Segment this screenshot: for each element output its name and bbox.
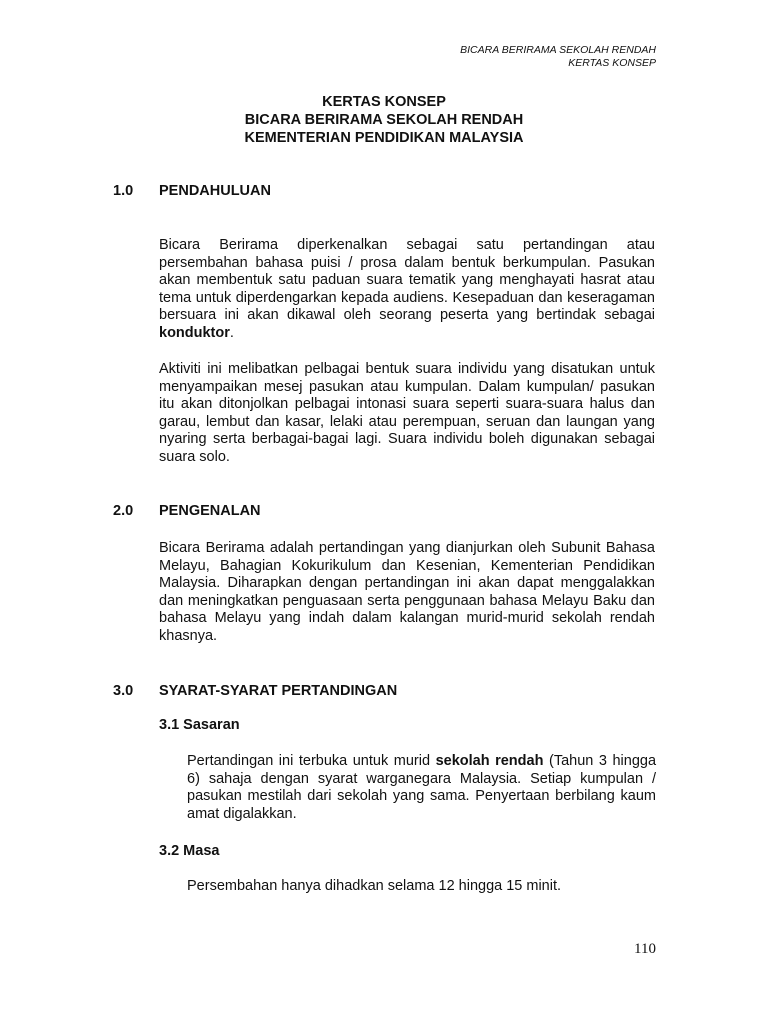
section-2-heading bbox=[113, 503, 261, 519]
subsection-3-2-heading: 3.2 Masa bbox=[159, 843, 220, 859]
section-number: 3.0 bbox=[113, 683, 134, 699]
paragraph-text: Bicara Berirama diperkenalkan sebagai satu pertandingan atau persembahan bahasa puisi / prosa dalam bentuk berkumpulan. Pasukan akan membentuk satu paduan suara tematik yang menghayati hasrat atau tema untuk diperdengarkan kepada audiens. Kesepaduan dan keseragaman bersuara ini akan dikawal oleh seorang peserta yang bertindak sebagai bbox=[159, 237, 655, 324]
section-1-paragraph-2: Aktiviti ini melibatkan pelbagai bentuk suara individu yang disatukan untuk menyampaikan mesej pasukan atau kumpulan. Dalam kumpulan/ pasukan itu akan ditonjolkan pelbagai intonasi suara seperti suara-suara halus dan garau, lembut dan kasar, lelaki atau perempuan, seruan dan laungan yang nyaring serta berbagai-bagai lagi. Suara individu boleh digunakan sebagai suara solo. bbox=[159, 361, 655, 465]
subsection-3-2-paragraph: Persembahan hanya dihadkan selama 12 hingga 15 minit. bbox=[187, 878, 562, 894]
running-header bbox=[460, 44, 656, 70]
section-title: SYARAT-SYARAT PERTANDINGAN bbox=[159, 683, 398, 699]
title-line1: KERTAS KONSEP bbox=[322, 94, 446, 110]
paragraph-text: (Tahun 3 hingga 6) sahaja dengan syarat warganegara Malaysia. Setiap kumpulan / pasukan mestilah dari sekolah yang sama. Penyertaan berbilang kaum amat digalakkan. bbox=[187, 753, 657, 822]
running-header-line2: KERTAS KONSEP bbox=[568, 57, 656, 69]
section-number: 2.0 bbox=[113, 503, 134, 519]
title-line2: BICARA BERIRAMA SEKOLAH RENDAH bbox=[244, 112, 524, 128]
subsection-3-1-heading: 3.1 Sasaran bbox=[159, 717, 240, 733]
subsection-3-1-paragraph bbox=[187, 753, 656, 823]
section-title: PENDAHULUAN bbox=[159, 183, 271, 199]
bold-term: konduktor bbox=[159, 324, 230, 341]
bold-term: sekolah rendah bbox=[435, 753, 544, 769]
section-number: 1.0 bbox=[113, 183, 134, 199]
running-header-line1: BICARA BERIRAMA SEKOLAH RENDAH bbox=[460, 44, 656, 56]
paragraph-text: Pertandingan ini terbuka untuk murid bbox=[187, 753, 436, 769]
paragraph-text: . bbox=[229, 324, 234, 341]
section-title: PENGENALAN bbox=[159, 503, 261, 519]
section-2-paragraph-1: Bicara Berirama adalah pertandingan yang dianjurkan oleh Subunit Bahasa Melayu, Bahagian Kokurikulum dan Kesenian, Kementerian Pendidikan Malaysia. Diharapkan dengan pertandingan ini akan dapat menggalakkan dan meningkatkan penguasaan serta penggunaan bahasa Melayu Baku dan bahasa Melayu yang indah dalam kalangan murid-murid sekolah rendah khasnya. bbox=[159, 540, 655, 644]
page-number: 110 bbox=[634, 941, 656, 957]
section-3-heading bbox=[113, 683, 397, 699]
title-line3: KEMENTERIAN PENDIDIKAN MALAYSIA bbox=[244, 130, 524, 146]
section-1-heading bbox=[113, 183, 271, 199]
document-title bbox=[0, 93, 768, 147]
section-1-paragraph-1 bbox=[159, 237, 655, 343]
